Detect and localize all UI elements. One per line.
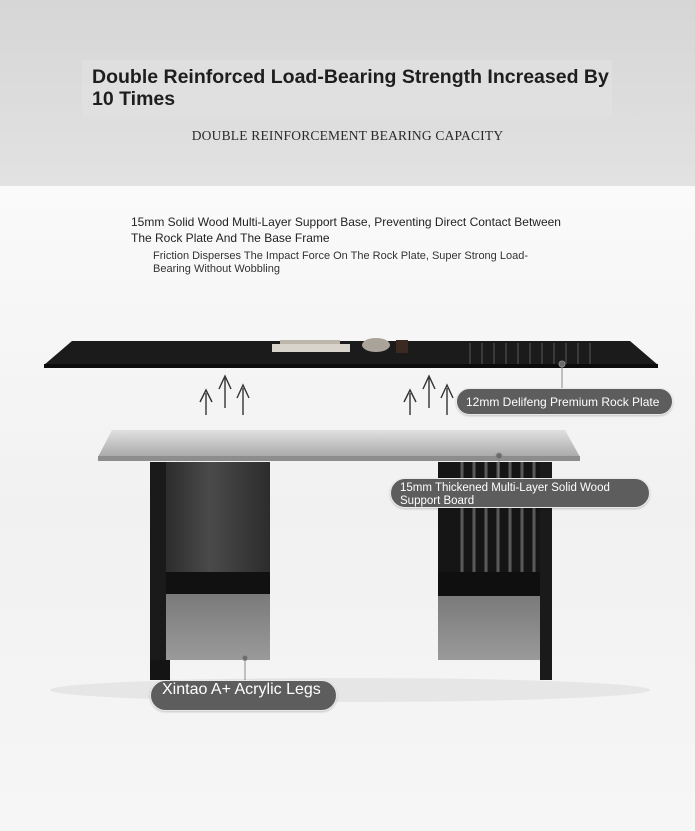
rock-plate [44,338,658,368]
support-board [98,430,580,461]
arrow-up-icon [237,385,249,415]
page-title: Double Reinforced Load-Bearing Strength Increased By 10 Times [92,66,609,110]
arrow-up-icon [423,376,435,408]
primary-description: 15mm Solid Wood Multi-Layer Support Base, Preventing Direct Contact Between The Rock Plate And The Base Frame [131,215,561,245]
page-subtitle: DOUBLE REINFORCEMENT BEARING CAPACITY [191,128,504,143]
arrow-up-icon [404,390,416,415]
arrow-up-icon [219,376,231,408]
arrow-up-icon [441,385,453,415]
callout-support-board: 15mm Thickened Multi-Layer Solid Wood Support Board [390,478,650,508]
left-acrylic-leg [150,462,270,680]
callout-rock-plate: 12mm Delifeng Premium Rock Plate [456,388,673,415]
arrow-up-icon [200,390,212,415]
arrow-icons [200,376,453,415]
callout-acrylic-legs: Xintao A+ Acrylic Legs [150,680,337,711]
secondary-description: Friction Disperses The Impact Force On The Rock Plate, Super Strong Load-Bearing Without Wobbling [153,250,528,275]
floor-shadow [50,678,650,702]
